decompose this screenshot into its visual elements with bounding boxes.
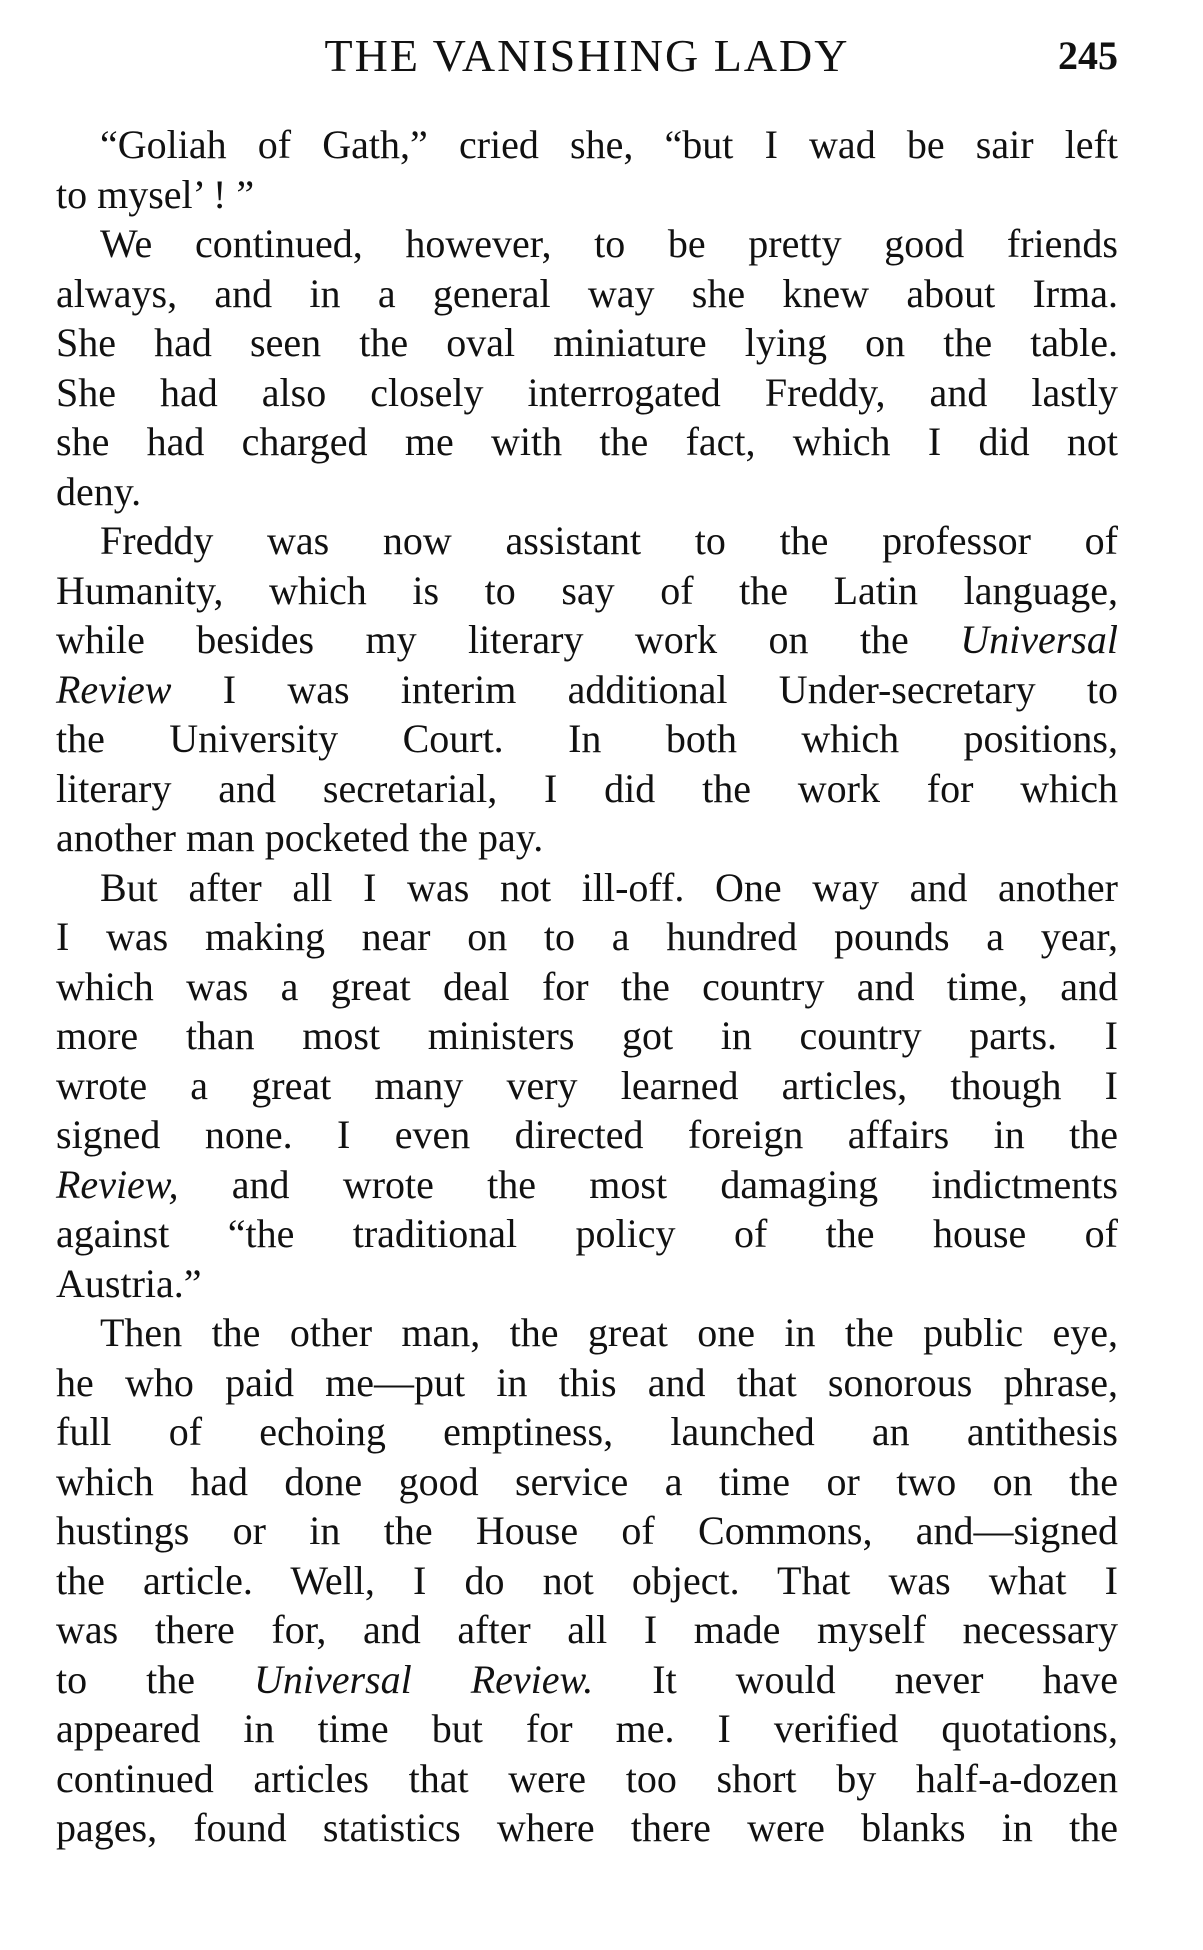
paragraph [56, 120, 1118, 219]
text-line: She had seen the oval miniature lying on the table. [56, 320, 1118, 365]
italic-title: Review [56, 666, 172, 712]
text-line: full of echoing emptiness, launched an antithesis [56, 1409, 1118, 1454]
page-number: 245 [1058, 33, 1118, 78]
line-text: It would never have [593, 1656, 1118, 1702]
text-line: hustings or in the House of Commons, and—signed [56, 1508, 1118, 1553]
text-line [56, 615, 1118, 665]
text-line: the article. Well, I do not object. That was what I [56, 1557, 1118, 1603]
text-line: more than most ministers got in country parts. I [56, 1013, 1118, 1058]
running-head [56, 26, 1118, 86]
text-line: Then the other man, the great one in the public eye, [100, 1310, 1118, 1355]
text-line: the University Court. In both which positions, [56, 716, 1118, 761]
text-line: which was a great deal for the country and time, and [56, 963, 1118, 1009]
italic-title: Review, [56, 1161, 179, 1207]
text-line [56, 1160, 1118, 1210]
italic-title: Universal [960, 617, 1118, 662]
text-line [56, 1655, 1118, 1705]
text-line: wrote a great many very learned articles, though I [56, 1062, 1118, 1108]
paragraph [56, 516, 1118, 863]
text-line: “Goliah of Gath,” cried she, “but I wad be sair left [100, 122, 1118, 167]
text-line: But after all I was not ill-off. One way and another [100, 864, 1118, 910]
text-line: pages, found statistics where there were blanks in the [56, 1805, 1118, 1850]
text-line: another man pocketed the pay. [56, 815, 544, 860]
text-line: signed none. I even directed foreign affairs in the [56, 1112, 1118, 1157]
line-text: and wrote the most damaging indictments [178, 1161, 1118, 1207]
text-line: was there for, and after all I made myself necessary [56, 1607, 1118, 1652]
text-line: deny. [56, 468, 142, 514]
text-line: We continued, however, to be pretty good friends [100, 221, 1118, 266]
paragraph [56, 1308, 1118, 1853]
italic-title: Universal Review. [253, 1656, 594, 1702]
text-line: he who paid me—put in this and that sonorous phrase, [56, 1359, 1118, 1405]
text-line: which had done good service a time or two on the [56, 1458, 1118, 1504]
text-line: Austria.” [56, 1260, 202, 1306]
text-line: continued articles that were too short by half-a-dozen [56, 1755, 1118, 1801]
text-line: Humanity, which is to say of the Latin language, [56, 567, 1118, 613]
line-text: I was interim additional Under-secretary to [171, 666, 1118, 712]
text-line: literary and secretarial, I did the work for which [56, 765, 1118, 811]
text-line: She had also closely interrogated Freddy, and lastly [56, 369, 1118, 415]
paragraph [56, 219, 1118, 516]
body-text [56, 120, 1118, 1853]
running-title: THE VANISHING LADY [324, 30, 850, 81]
text-line: I was making near on to a hundred pounds a year, [56, 914, 1118, 959]
text-line: she had charged me with the fact, which I did not [56, 419, 1118, 464]
text-line: to mysel’ ! ” [56, 171, 255, 217]
text-line [56, 665, 1118, 715]
line-text: while besides my literary work on the [56, 617, 961, 662]
paragraph [56, 863, 1118, 1309]
text-line: always, and in a general way she knew about Irma. [56, 270, 1118, 316]
text-line: Freddy was now assistant to the professor of [100, 518, 1118, 563]
line-text: to the [56, 1656, 254, 1702]
text-line: appeared in time but for me. I verified quotations, [56, 1706, 1118, 1751]
text-line: against “the traditional policy of the house of [56, 1211, 1118, 1256]
